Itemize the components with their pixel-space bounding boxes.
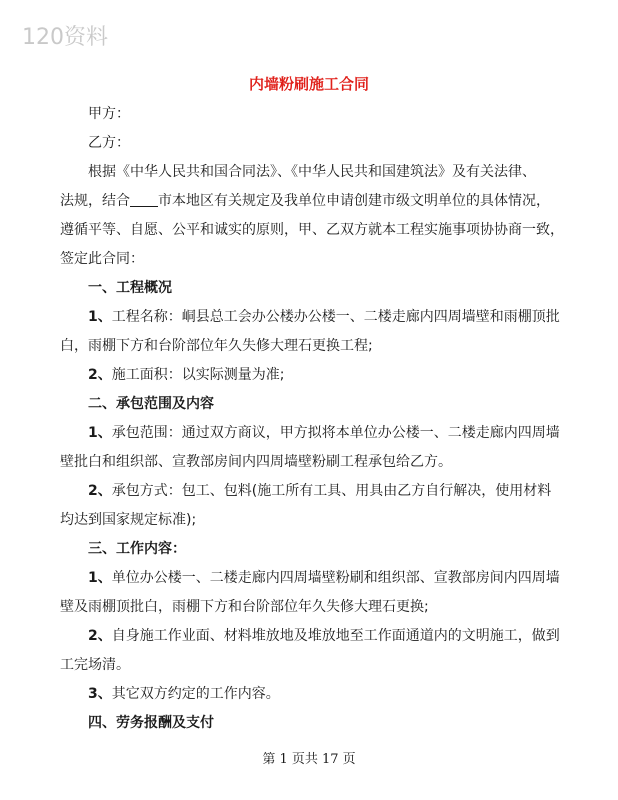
page-number-footer: 第 1 页共 17 页 — [262, 752, 356, 767]
party-a-line: 甲方： — [88, 106, 130, 122]
item-text: 施工面积：以实际测量为准; — [111, 367, 285, 383]
item-number: 2、 — [88, 628, 112, 644]
section-2-heading: 二、承包范围及内容 — [88, 396, 214, 412]
section-2-item-1 — [60, 419, 560, 448]
section-3-item-3 — [60, 680, 560, 709]
section-3-item-1 — [60, 564, 560, 593]
section-4-heading: 四、劳务报酬及支付 — [88, 715, 214, 731]
section-3-item-2-cont: 工完场清。 — [60, 657, 130, 673]
item-number: 1、 — [88, 309, 112, 325]
item-number: 1、 — [88, 425, 112, 441]
preamble-line-3: 遵循平等、自愿、公平和诚实的原则，甲、乙双方就本工程实施事项协协商一致， — [60, 222, 564, 238]
item-text: 其它双方约定的工作内容。 — [111, 686, 280, 702]
item-text: 承包范围：通过双方商议，甲方拟将本单位办公楼一、二楼走廊内四周墙 — [111, 425, 560, 441]
document-title: 内墙粉刷施工合同 — [248, 75, 369, 93]
section-1-item-1 — [60, 303, 560, 332]
document-body — [60, 100, 564, 738]
watermark: 120资料 — [22, 25, 108, 50]
blank-underline — [130, 192, 158, 207]
item-number: 1、 — [88, 570, 112, 586]
section-3-heading: 三、工作内容： — [88, 541, 186, 557]
item-number: 2、 — [88, 483, 112, 499]
preamble-line-2-end: 市本地区有关规定及我单位申请创建市级文明单位的具体情况， — [158, 193, 550, 209]
preamble-line-2 — [60, 187, 560, 216]
section-2-item-2-cont: 均达到国家规定标准); — [60, 512, 197, 528]
item-text: 单位办公楼一、二楼走廊内四周墙壁粉刷和组织部、宣教部房间内四周墙 — [111, 570, 560, 586]
section-2-item-2 — [60, 477, 560, 506]
item-text: 承包方式：包工、包料(施工所有工具、用具由乙方自行解决，使用材料 — [111, 483, 552, 499]
section-1-item-1-cont: 白，雨棚下方和台阶部位年久失修大理石更换工程; — [60, 338, 373, 354]
section-2-item-1-cont: 壁批白和组织部、宣教部房间内四周墙壁粉刷工程承包给乙方。 — [60, 454, 452, 470]
item-text: 自身施工作业面、材料堆放地及堆放地至工作面通道内的文明施工，做到 — [111, 628, 560, 644]
item-text: 工程名称：峒县总工会办公楼办公楼一、二楼走廊内四周墙壁和雨棚顶批 — [111, 309, 560, 325]
item-number: 3、 — [88, 686, 112, 702]
preamble-line-4: 签定此合同： — [60, 251, 144, 267]
section-3-item-2 — [60, 622, 560, 651]
preamble-line-1: 根据《中华人民共和国合同法》、《中华人民共和国建筑法》及有关法律、 — [88, 164, 536, 180]
item-number: 2、 — [88, 367, 112, 383]
preamble-line-2-start: 法规，结合 — [60, 193, 130, 209]
section-1-item-2 — [60, 361, 560, 390]
section-3-item-1-cont: 壁及雨棚顶批白，雨棚下方和台阶部位年久失修大理石更换; — [60, 599, 429, 615]
party-b-line: 乙方： — [88, 135, 130, 151]
section-1-heading: 一、工程概况 — [88, 280, 172, 296]
